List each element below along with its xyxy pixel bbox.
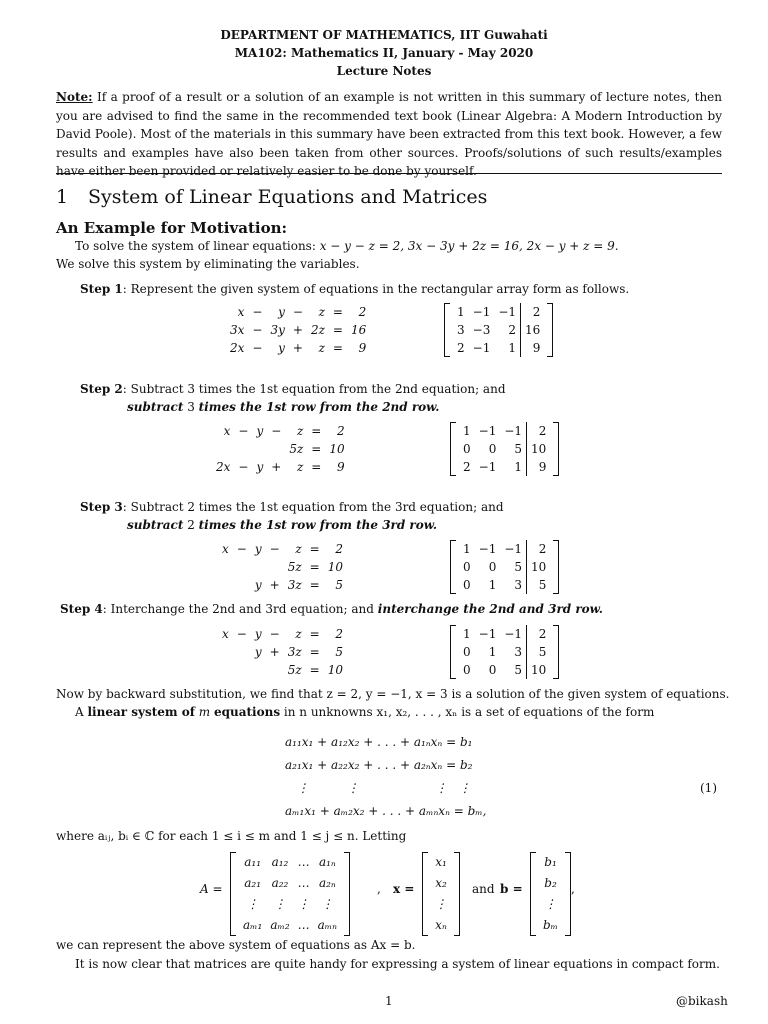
equation-term: − [252,341,263,355]
equation-term: 10 [329,442,345,456]
equation-term: + [269,645,280,659]
equation-term [252,440,267,458]
matrix-cell: −3 [472,323,491,337]
matrix-cell: 0 [463,645,471,659]
equation-term: − [269,542,280,556]
matrix-cell: 10 [526,558,550,576]
comma-1: , [377,882,381,896]
equation-term: − [269,627,280,641]
equation-term: 5 [335,645,343,659]
equation-row [218,661,347,679]
matrix-cell: 2 [457,341,465,355]
step-1-equations [226,303,370,357]
step-3-text [80,498,504,516]
step-3-emph-a: subtract [127,518,184,532]
equation-term [233,643,251,661]
matrix-cell: −1 [498,305,517,319]
matrix-cell: 5 [514,560,523,574]
equation-row [218,643,347,661]
matrix-cell: −1 [504,542,523,556]
step-3-matrix [450,540,559,594]
matrix-cell: 3 [457,323,465,337]
matrix-cell: 1 [508,341,517,355]
matrix-cell: 5 [514,663,523,677]
matrix-cell: 2 [526,540,550,558]
conclusion-text: It is now clear that matrices are quite handy for expressing a system of linear equations in compact form. [75,957,720,971]
equation-term: 3y [270,323,285,337]
step-3-label: Step 3 [80,500,123,514]
matrix-cell: 0 [463,578,471,592]
matrix-cell: 2 [520,303,544,321]
equation-term [233,576,251,594]
matrix-cell: ⋮ [273,897,286,911]
matrix-cell: 1 [457,305,465,319]
matrix-cell: 5 [514,442,523,456]
vector-b [530,852,571,936]
represent-text: we can represent the above system of equations as Ax = b. [56,938,416,952]
step-2-emph-a: subtract [127,400,184,414]
matrix-cell: 0 [463,442,471,456]
matrix-cell: bₘ [543,918,559,932]
matrix-cell: b₁ [544,855,557,869]
equation-term: y [256,424,264,438]
equation-term: 10 [327,560,343,574]
equation-term [267,440,285,458]
matrix-cell: ⋮ [297,897,310,911]
equation-term: y [254,645,262,659]
equation-term: z [295,627,302,641]
note-divider [56,173,722,174]
step-3-equations [218,540,347,594]
equation-term: x [237,305,245,319]
equation-term: − [292,305,303,319]
equation-term [234,440,252,458]
vector-x [422,852,460,936]
matrix-cell: 0 [488,442,497,456]
equation-row [226,303,370,321]
matrix-cell: 1 [488,578,497,592]
equation-term: 2 [336,424,345,438]
equation-term [218,558,233,576]
matrix-cell: a₂₂ [271,876,289,890]
equation-term: 2 [335,542,343,556]
equation-number: (1) [700,781,717,795]
matrix-cell: 10 [526,440,550,458]
matrix-cell: 1 [488,645,497,659]
right-bracket [553,540,559,594]
step-4-equations [218,625,347,679]
matrix-cell: x₁ [435,855,447,869]
step-2-emph-c: times the 1st row from the 2nd row. [198,400,440,414]
system-line-1: a₁₁x₁ + a₁₂x₂ + . . . + a₁ₙxₙ = b₁ [285,735,473,749]
section-number: 1 [56,186,69,208]
matrix-cell: 5 [526,576,550,594]
header-department: DEPARTMENT OF MATHEMATICS, IIT Guwahati [220,28,548,42]
equation-term [212,440,234,458]
and-word: and [472,882,495,896]
equation-term [218,643,233,661]
step-2-emph-b: 3 [183,400,199,414]
equation-term: + [292,323,303,337]
equation-term: z [296,460,304,474]
matrix-cell: aₘ₂ [270,918,290,932]
system-line-vdots: ⋮ ⋮ ⋮ ⋮ [297,781,471,795]
equation-term: − [252,305,263,319]
step-2-desc: : Subtract 3 times the 1st equation from the 2nd equation; and [122,382,506,396]
equation-term [266,558,284,576]
matrix-a-label: A = [200,882,223,896]
equation-term: y [254,542,262,556]
equation-term: = [311,442,322,456]
matrix-cell: −1 [472,341,491,355]
matrix-cell: 2 [526,422,550,440]
equation-term [218,661,233,679]
intro-line-2: We solve this system by eliminating the variables. [56,257,360,271]
matrix-cell: ⋮ [544,897,557,911]
matrix-cell: b₂ [544,876,557,890]
note-label: Note: [56,90,93,104]
matrix-cell: aₘ₁ [243,918,263,932]
matrix-cell: 16 [520,321,544,339]
matrix-cell: a₂ₙ [318,876,336,890]
equation-term: z [318,341,325,355]
matrix-cell: 9 [520,339,544,357]
equation-term: + [292,341,303,355]
equation-row [218,540,347,558]
def-m: m [194,705,214,719]
equation-term: 3x [230,323,245,337]
equation-term: = [309,560,320,574]
step-4-text [60,600,603,618]
def-pre: A [75,705,88,719]
general-system [285,731,486,823]
matrix-cell: −1 [504,627,523,641]
equation-term: z [295,542,302,556]
comma-2: , [571,882,575,896]
equation-term: 3z [287,578,302,592]
page-number: 1 [385,994,393,1008]
equation-row [218,625,347,643]
equation-term [251,558,266,576]
equation-term: = [332,323,343,337]
section-heading [56,186,487,208]
equation-term: = [309,627,320,641]
equation-row [212,440,349,458]
matrix-cell: −1 [478,542,497,556]
matrix-cell: −1 [472,305,491,319]
step-1-label: Step 1 [80,282,123,296]
matrix-cell: a₁₂ [271,855,289,869]
matrix-cell: 0 [463,663,471,677]
step-2-equations [212,422,349,476]
matrix-cell: 0 [463,560,471,574]
equation-term: = [332,305,343,319]
matrix-cell: 5 [526,643,550,661]
equation-term: 10 [327,663,343,677]
matrix-cell: … [297,855,310,869]
step-1-matrix [444,303,553,357]
matrix-cell: 1 [463,424,471,438]
matrix-cell: 1 [514,460,523,474]
right-bracket [553,625,559,679]
note-paragraph [56,88,722,181]
equation-term: − [238,460,249,474]
system-line-m: aₘ₁x₁ + aₘ₂x₂ + . . . + aₘₙxₙ = bₘ, [285,804,487,818]
equation-term: 2x [216,460,231,474]
matrix-a [230,852,350,936]
equation-row [218,576,347,594]
right-bracket [553,422,559,476]
step-1-desc: : Represent the given system of equations in the rectangular array form as follows. [122,282,630,296]
definition-text [75,703,654,721]
equation-term: + [271,460,282,474]
step-3-emph-b: 2 [183,518,199,532]
right-bracket [344,852,350,936]
step-4-desc: : Interchange the 2nd and 3rd equation; and [102,602,378,616]
matrix-cell: ⋮ [246,897,259,911]
equation-term: − [252,323,263,337]
matrix-cell: −1 [478,424,497,438]
equation-term: − [236,627,247,641]
equation-term: + [269,578,280,592]
def-term2: equations [213,705,281,719]
equation-term [251,661,266,679]
equation-row [218,558,347,576]
step-4-label: Step 4 [60,602,103,616]
equation-term [218,576,233,594]
right-bracket [547,303,553,357]
equation-term: z [318,305,325,319]
equation-term: 16 [350,323,367,337]
equation-row [212,458,349,476]
equation-term: 5z [289,442,304,456]
matrix-cell: 10 [526,661,550,679]
equation-term: 9 [358,341,367,355]
step-4-matrix [450,625,559,679]
equation-term: = [309,542,320,556]
vector-x-label: x = [393,882,415,896]
intro-text: To solve the system of linear equations: [75,239,320,253]
matrix-cell: … [297,918,310,932]
equation-term: 5z [287,663,302,677]
intro-equations: x − y − z = 2, 3x − 3y + 2z = 16, 2x − y + z = 9. [319,239,619,253]
equation-term: x [222,542,229,556]
matrix-cell: … [297,876,310,890]
equation-term: − [238,424,249,438]
equation-row [212,422,349,440]
step-2-emph [127,398,439,416]
matrix-cell: 1 [463,542,471,556]
vector-b-label: b = [500,882,523,896]
equation-term: y [278,305,285,319]
where-text: where aᵢⱼ, bᵢ ∈ ℂ for each 1 ≤ i ≤ m and 1 ≤ j ≤ n. Letting [56,829,407,843]
matrix-cell: −1 [478,460,497,474]
step-2-label: Step 2 [80,382,123,396]
equation-row [226,321,370,339]
equation-term [233,661,251,679]
section-title: System of Linear Equations and Matrices [88,186,488,208]
matrix-cell: 0 [488,663,497,677]
matrix-cell: aₘₙ [317,918,338,932]
step-1-text [80,280,629,298]
step-3-emph-c: times the 1st row from the 3rd row. [198,518,438,532]
equation-term: 2x [230,341,245,355]
header-course: MA102: Mathematics II, January - May 2020 [234,46,534,60]
equation-term: y [254,578,262,592]
equation-term: = [332,341,343,355]
equation-term: − [236,542,247,556]
matrix-cell: x₂ [435,876,447,890]
header-lecture-notes: Lecture Notes [336,64,432,78]
equation-term: x [223,424,231,438]
equation-term: 3z [287,645,302,659]
equation-row [226,339,370,357]
equation-term: = [309,663,320,677]
matrix-cell: −1 [478,627,497,641]
matrix-cell: 1 [463,627,471,641]
backsub-text: Now by backward substitution, we find that z = 2, y = −1, x = 3 is a solution of the given system of equations. [56,687,730,701]
step-3-emph [127,516,437,534]
equation-term: 9 [336,460,345,474]
note-text: If a proof of a result or a solution of an example is not written in this summary of lecture notes, then you are advised to find the same in the recommended text book (Linear Algebra: A Modern Introduction by David Poole). Most of the materials in this summary have been extracted from this text book. However, a few results and examples have also been taken from other sources. Proofs/solutions of such results/examples have either been provided or relatively easier to be done by yourself. [56,90,722,178]
intro-line [75,237,619,255]
matrix-cell: −1 [504,424,523,438]
equation-term: − [271,424,282,438]
equation-term: y [254,627,262,641]
matrix-cell: 3 [514,645,523,659]
equation-term: z [296,424,304,438]
equation-term [233,558,251,576]
matrix-cell: a₂₁ [244,876,262,890]
equation-term: 2 [335,627,343,641]
matrix-cell: 2 [508,323,517,337]
subsection-heading: An Example for Motivation: [56,219,288,237]
matrix-cell: 2 [526,625,550,643]
equation-term: 2 [358,305,367,319]
def-post: in n unknowns x₁, x₂, . . . , xₙ is a set of equations of the form [280,705,655,719]
equation-term: = [311,424,322,438]
right-bracket [454,852,460,936]
equation-term: 5z [287,560,302,574]
matrix-cell: 2 [463,460,471,474]
matrix-cell: xₙ [435,918,447,932]
matrix-cell: 3 [514,578,523,592]
step-4-emph: interchange the 2nd and 3rd row. [377,602,603,616]
step-2-matrix [450,422,559,476]
equation-term: y [278,341,285,355]
equation-term: = [309,645,320,659]
matrix-cell: 9 [526,458,550,476]
step-3-desc: : Subtract 2 times the 1st equation from the 3rd equation; and [122,500,504,514]
matrix-cell: 0 [488,560,497,574]
step-2-text [80,380,506,398]
matrix-cell: ⋮ [321,897,334,911]
equation-term: y [256,460,264,474]
equation-term: x [222,627,229,641]
matrix-cell: a₁ₙ [318,855,336,869]
system-line-2: a₂₁x₁ + a₂₂x₂ + . . . + a₂ₙxₙ = b₂ [285,758,473,772]
equation-term: 5 [335,578,343,592]
def-term: linear system of [87,705,195,719]
equation-term: = [309,578,320,592]
author-tag: @bikash [676,994,728,1008]
matrix-cell: a₁₁ [244,855,262,869]
equation-term: 2z [310,323,325,337]
equation-term [266,661,284,679]
matrix-cell: ⋮ [435,897,447,911]
equation-term: = [311,460,322,474]
